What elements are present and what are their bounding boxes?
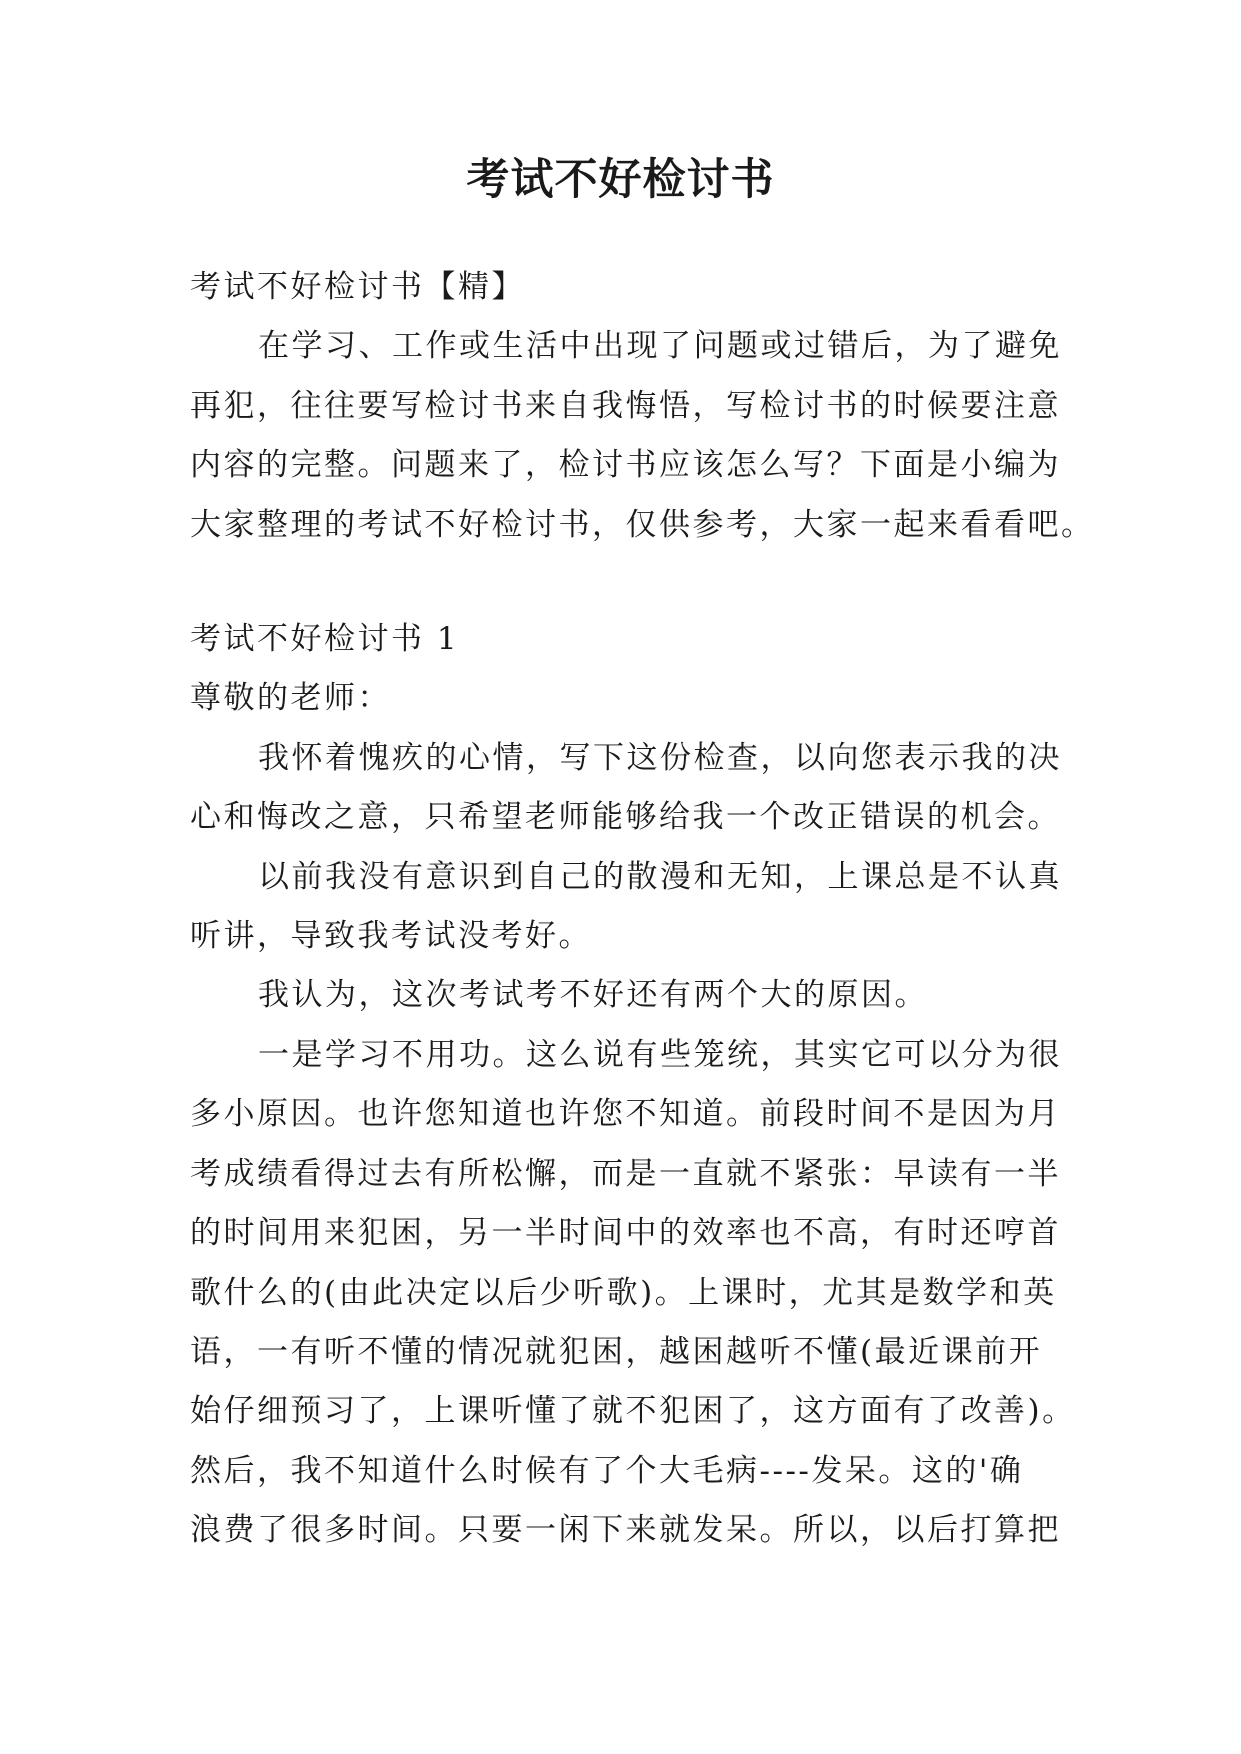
section-heading: 考试不好检讨书 1 <box>190 621 460 658</box>
document-body <box>190 258 1095 1561</box>
paragraph-line: 浪费了很多时间。只要一闲下来就发呆。所以，以后打算把 <box>190 1512 1061 1549</box>
paragraph-line: 语，一有听不懂的情况就犯困，越困越听不懂(最近课前开 <box>190 1333 1043 1370</box>
paragraph-line: 然后，我不知道什么时候有了个大毛病----发呆。这的'确 <box>190 1452 1024 1489</box>
intro-heading: 考试不好检讨书【精】 <box>190 269 525 305</box>
paragraph-line: 一是学习不用功。这么说有些笼统，其实它可以分为很 <box>258 1036 1062 1073</box>
salutation: 尊敬的老师： <box>190 680 391 717</box>
paragraph-line: 听讲，导致我考试没考好。 <box>190 918 592 955</box>
paragraph-line: 我怀着愧疚的心情，写下这份检查，以向您表示我的决 <box>258 739 1062 776</box>
paragraph-line: 多小原因。也许您知道也许您不知道。前段时间不是因为月 <box>190 1096 1061 1133</box>
paragraph-line: 考成绩看得过去有所松懈，而是一直就不紧张：早读有一半 <box>190 1155 1061 1192</box>
paragraph-line: 的时间用来犯困，另一半时间中的效率也不高，有时还哼首 <box>190 1215 1061 1252</box>
paragraph-line: 我认为，这次考试考不好还有两个大的原因。 <box>258 977 928 1014</box>
document-title: 考试不好检讨书 <box>466 155 775 205</box>
paragraph-line: 始仔细预习了，上课听懂了就不犯困了，这方面有了改善)。 <box>190 1393 1076 1430</box>
paragraph-line: 歌什么的(由此决定以后少听歌)。上课时，尤其是数学和英 <box>190 1274 1057 1311</box>
intro-line: 大家整理的考试不好检讨书，仅供参考，大家一起来看看吧。 <box>190 506 1095 543</box>
section-gap <box>190 555 1060 610</box>
intro-line: 内容的完整。问题来了，检讨书应该怎么写？下面是小编为 <box>190 447 1061 484</box>
paragraph-line: 心和悔改之意，只希望老师能够给我一个改正错误的机会。 <box>190 799 1061 836</box>
paragraph-line: 以前我没有意识到自己的散漫和无知，上课总是不认真 <box>258 858 1062 895</box>
intro-line: 再犯，往往要写检讨书来自我悔悟，写检讨书的时候要注意 <box>190 387 1061 424</box>
intro-line: 在学习、工作或生活中出现了问题或过错后，为了避免 <box>258 328 1062 365</box>
